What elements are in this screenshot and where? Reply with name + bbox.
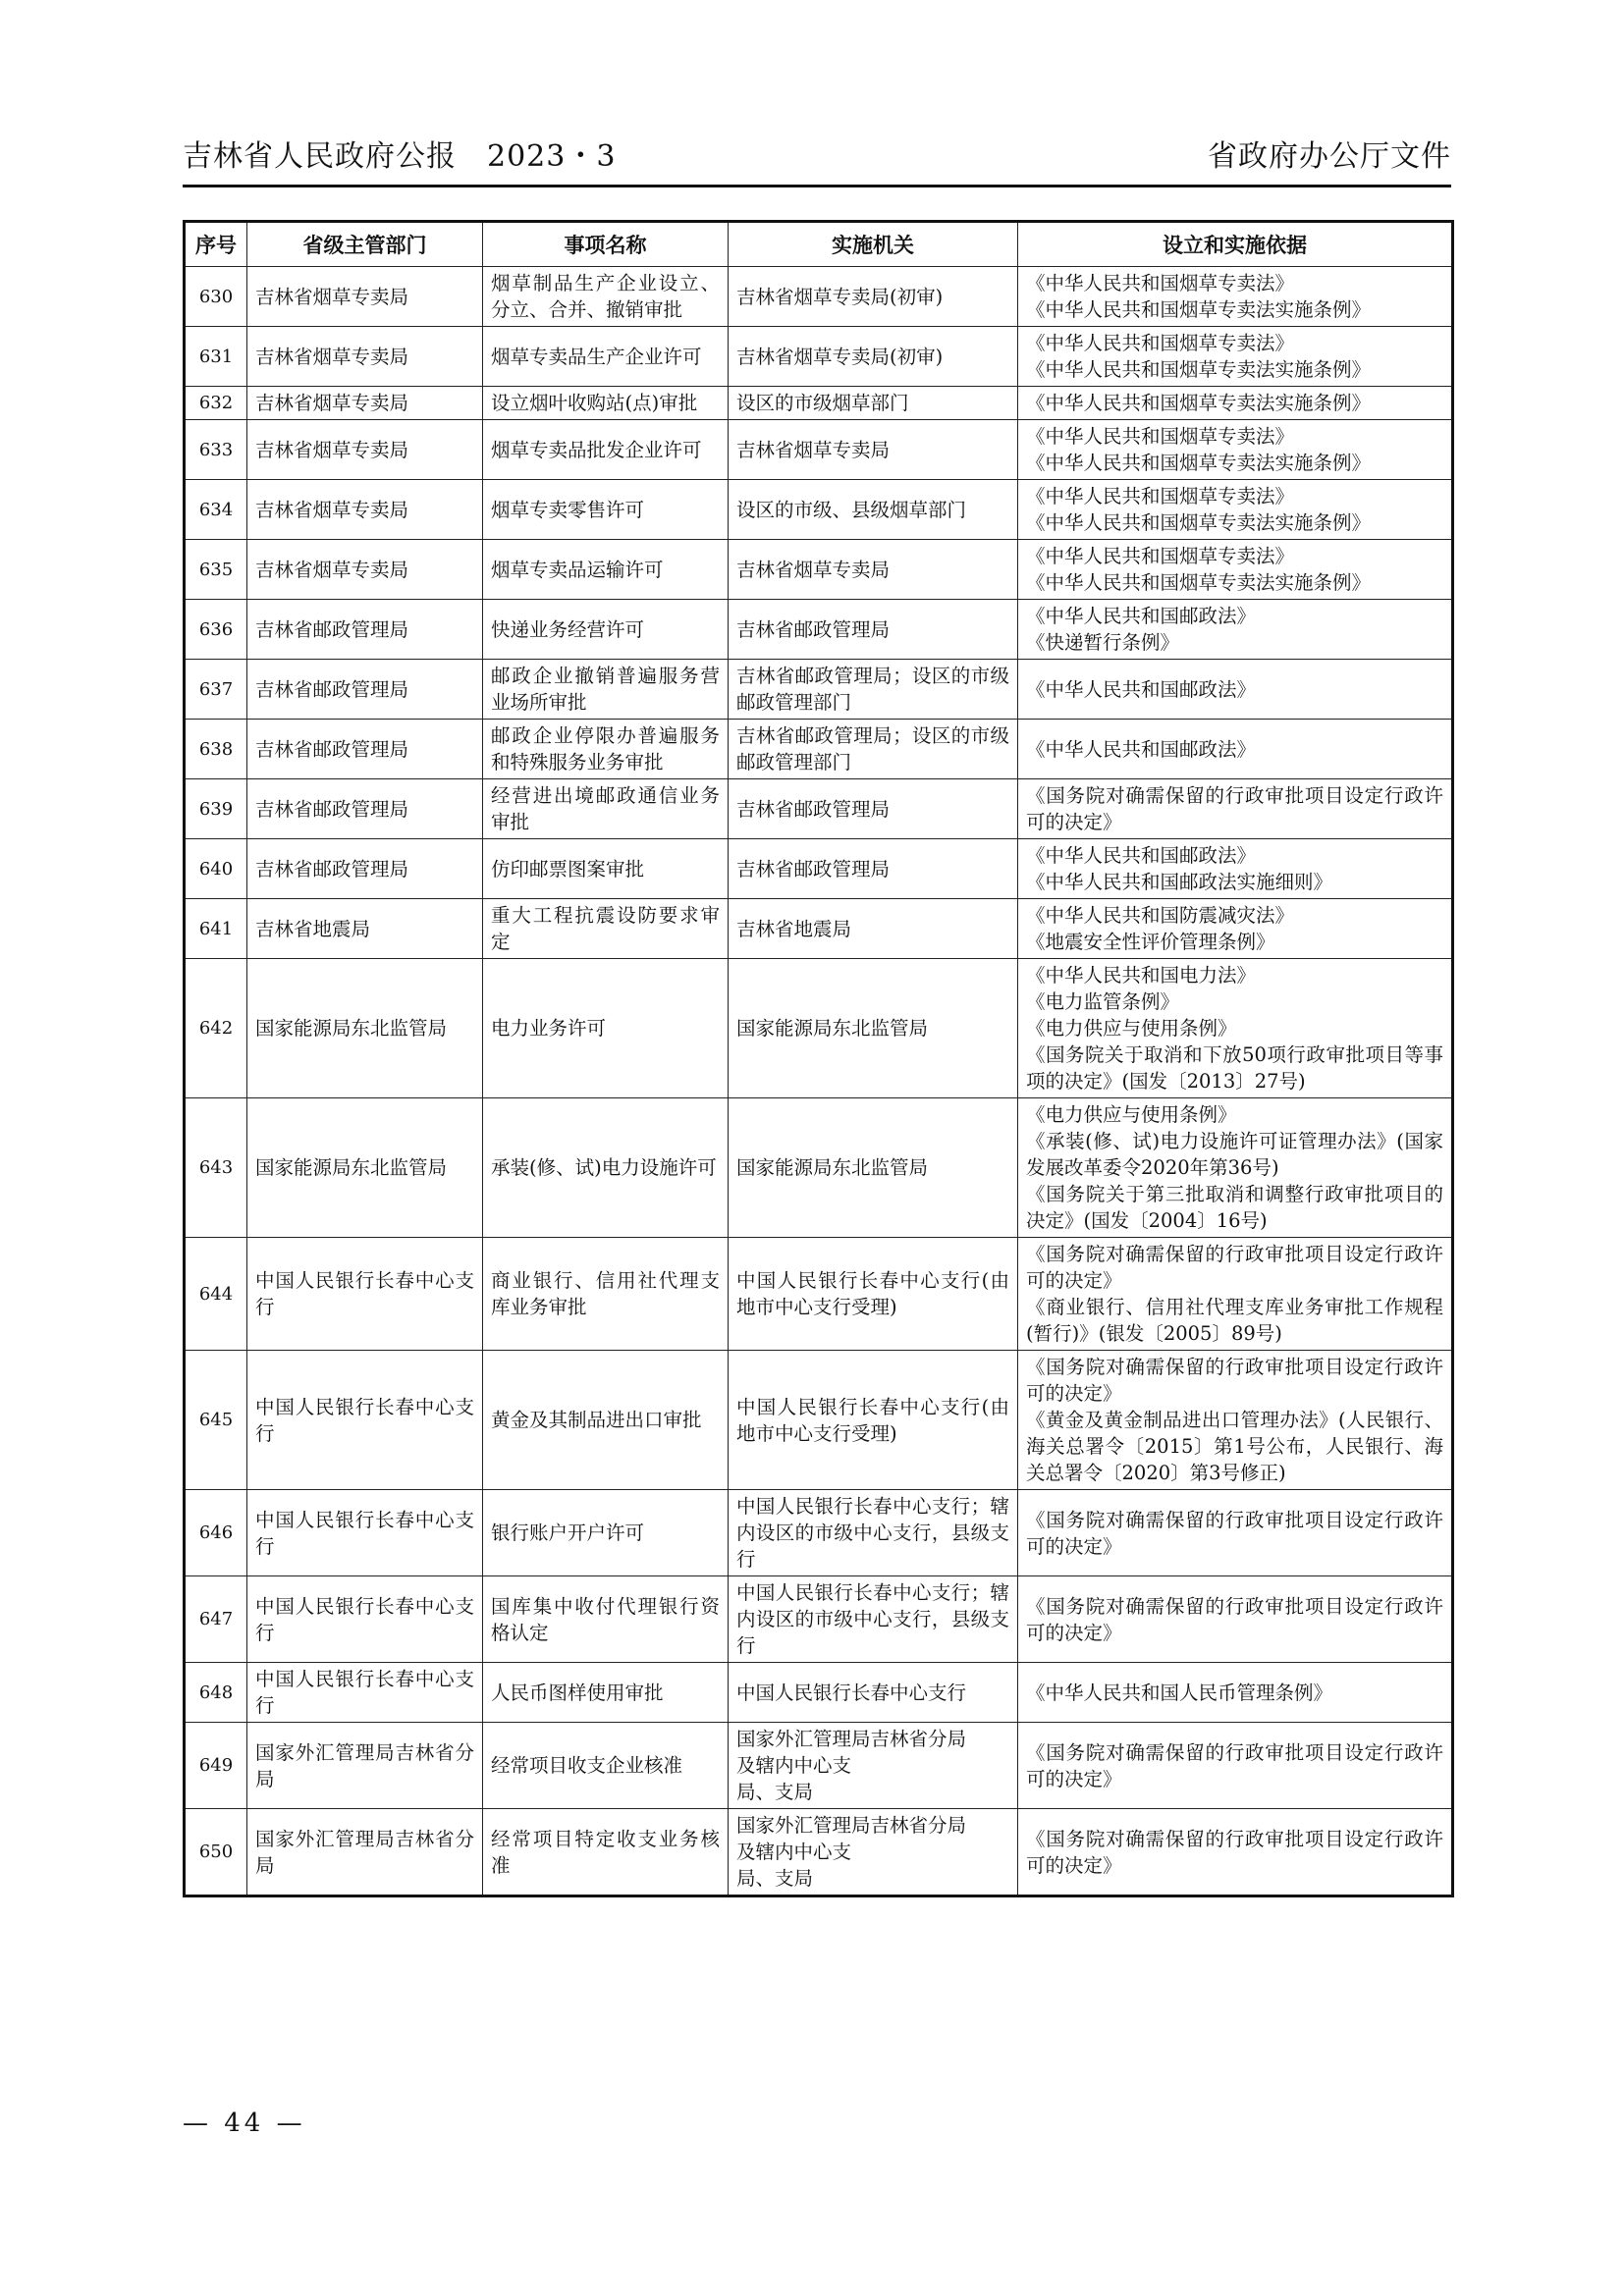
row-department: 吉林省邮政管理局 — [247, 600, 483, 660]
row-implementing-org: 中国人民银行长春中心支行；辖内设区的市级中心支行，县级支行 — [729, 1576, 1018, 1663]
basis-line: 《中华人民共和国邮政法》 — [1026, 844, 1257, 867]
basis-line: 《中华人民共和国烟草专卖法》 — [1026, 485, 1295, 507]
row-legal-basis — [1018, 387, 1453, 420]
row-legal-basis — [1018, 1576, 1453, 1663]
table-row — [185, 959, 1453, 1098]
org-line: 及辖内中心支 — [736, 1754, 852, 1777]
row-item-name: 设立烟叶收购站(点)审批 — [483, 387, 729, 420]
row-number: 641 — [185, 899, 247, 959]
table-body — [185, 267, 1453, 1896]
row-department: 中国人民银行长春中心支行 — [247, 1663, 483, 1723]
row-number: 647 — [185, 1576, 247, 1663]
basis-line: 《中华人民共和国烟草专卖法》 — [1026, 272, 1295, 294]
row-legal-basis — [1018, 327, 1453, 387]
row-item-name: 烟草专卖品批发企业许可 — [483, 420, 729, 480]
row-implementing-org: 吉林省邮政管理局；设区的市级邮政管理部门 — [729, 660, 1018, 720]
row-item-name: 经常项目收支企业核准 — [483, 1723, 729, 1809]
section-title: 省政府办公厅文件 — [1208, 139, 1451, 174]
org-line: 国家外汇管理局吉林省分局 — [736, 1814, 967, 1837]
row-item-name: 烟草制品生产企业设立、分立、合并、撤销审批 — [483, 267, 729, 327]
table-row — [185, 420, 1453, 480]
row-item-name: 经营进出境邮政通信业务审批 — [483, 779, 729, 839]
basis-line: 《商业银行、信用社代理支库业务审批工作规程(暂行)》(银发〔2005〕89号) — [1026, 1296, 1443, 1345]
table-row — [185, 720, 1453, 779]
row-legal-basis — [1018, 660, 1453, 720]
row-department: 吉林省烟草专卖局 — [247, 480, 483, 540]
org-line: 国家外汇管理局吉林省分局 — [736, 1728, 967, 1750]
row-number: 632 — [185, 387, 247, 420]
row-department: 国家外汇管理局吉林省分局 — [247, 1723, 483, 1809]
row-number: 644 — [185, 1238, 247, 1351]
basis-line: 《中华人民共和国烟草专卖法实施条例》 — [1026, 298, 1372, 321]
row-item-name: 烟草专卖品运输许可 — [483, 540, 729, 600]
row-implementing-org — [729, 1723, 1018, 1809]
row-implementing-org: 中国人民银行长春中心支行；辖内设区的市级中心支行，县级支行 — [729, 1490, 1018, 1576]
basis-line: 《中华人民共和国烟草专卖法》 — [1026, 332, 1295, 354]
row-legal-basis — [1018, 480, 1453, 540]
row-department: 吉林省邮政管理局 — [247, 720, 483, 779]
basis-line: 《中华人民共和国烟草专卖法》 — [1026, 425, 1295, 448]
publication-title: 吉林省人民政府公报 2023・3 — [183, 139, 617, 174]
row-item-name: 银行账户开户许可 — [483, 1490, 729, 1576]
row-department: 中国人民银行长春中心支行 — [247, 1576, 483, 1663]
row-item-name: 邮政企业停限办普遍服务和特殊服务业务审批 — [483, 720, 729, 779]
row-item-name: 烟草专卖零售许可 — [483, 480, 729, 540]
row-number: 634 — [185, 480, 247, 540]
row-number: 642 — [185, 959, 247, 1098]
basis-line: 《中华人民共和国烟草专卖法实施条例》 — [1026, 452, 1372, 474]
basis-line: 《中华人民共和国邮政法实施细则》 — [1026, 871, 1333, 893]
basis-line: 《中华人民共和国人民币管理条例》 — [1026, 1681, 1333, 1704]
col-header-org: 实施机关 — [729, 222, 1018, 267]
col-header-basis: 设立和实施依据 — [1018, 222, 1453, 267]
table-row — [185, 600, 1453, 660]
basis-line: 《国务院对确需保留的行政审批项目设定行政许可的决定》 — [1026, 1827, 1443, 1877]
table-row — [185, 387, 1453, 420]
row-implementing-org — [729, 1809, 1018, 1896]
basis-line: 《中华人民共和国烟草专卖法实施条例》 — [1026, 511, 1372, 534]
row-item-name: 国库集中收付代理银行资格认定 — [483, 1576, 729, 1663]
basis-line: 《地震安全性评价管理条例》 — [1026, 931, 1275, 953]
basis-line: 《电力供应与使用条例》 — [1026, 1017, 1237, 1040]
row-implementing-org: 中国人民银行长春中心支行 — [729, 1663, 1018, 1723]
basis-line: 《中华人民共和国邮政法》 — [1026, 677, 1257, 701]
basis-line: 《中华人民共和国电力法》 — [1026, 964, 1257, 987]
row-number: 649 — [185, 1723, 247, 1809]
row-implementing-org: 国家能源局东北监管局 — [729, 1098, 1018, 1238]
basis-line: 《快递暂行条例》 — [1026, 631, 1180, 654]
row-implementing-org: 吉林省邮政管理局 — [729, 779, 1018, 839]
row-department: 吉林省烟草专卖局 — [247, 267, 483, 327]
org-line: 局、支局 — [736, 1867, 814, 1890]
row-item-name: 经常项目特定收支业务核准 — [483, 1809, 729, 1896]
table-row — [185, 1238, 1453, 1351]
row-department: 国家能源局东北监管局 — [247, 1098, 483, 1238]
table-row — [185, 1663, 1453, 1723]
row-legal-basis — [1018, 1098, 1453, 1238]
row-department: 吉林省烟草专卖局 — [247, 540, 483, 600]
row-department: 中国人民银行长春中心支行 — [247, 1490, 483, 1576]
row-department: 吉林省邮政管理局 — [247, 660, 483, 720]
table-row — [185, 839, 1453, 899]
table-header-row — [185, 222, 1453, 267]
basis-line: 《中华人民共和国邮政法》 — [1026, 737, 1257, 761]
row-legal-basis — [1018, 540, 1453, 600]
row-department: 吉林省邮政管理局 — [247, 779, 483, 839]
basis-line: 《国务院对确需保留的行政审批项目设定行政许可的决定》 — [1026, 784, 1443, 833]
table-row — [185, 1723, 1453, 1809]
row-implementing-org: 中国人民银行长春中心支行(由地市中心支行受理) — [729, 1351, 1018, 1490]
row-legal-basis — [1018, 839, 1453, 899]
row-implementing-org: 设区的市级烟草部门 — [729, 387, 1018, 420]
basis-line: 《承装(修、试)电力设施许可证管理办法》(国家发展改革委令2020年第36号) — [1026, 1130, 1443, 1179]
basis-line: 《中华人民共和国烟草专卖法实施条例》 — [1026, 571, 1372, 594]
table-row — [185, 660, 1453, 720]
row-implementing-org: 吉林省烟草专卖局 — [729, 420, 1018, 480]
table-row — [185, 267, 1453, 327]
row-legal-basis — [1018, 779, 1453, 839]
row-legal-basis — [1018, 267, 1453, 327]
basis-line: 《中华人民共和国邮政法》 — [1026, 605, 1257, 627]
page-number: — 44 — — [183, 2109, 306, 2138]
row-department: 中国人民银行长春中心支行 — [247, 1351, 483, 1490]
row-number: 645 — [185, 1351, 247, 1490]
table-row — [185, 1576, 1453, 1663]
table-row — [185, 899, 1453, 959]
basis-line: 《电力供应与使用条例》 — [1026, 1103, 1237, 1126]
page-header — [183, 124, 1451, 187]
col-header-dept: 省级主管部门 — [247, 222, 483, 267]
row-implementing-org: 国家能源局东北监管局 — [729, 959, 1018, 1098]
basis-line: 《国务院对确需保留的行政审批项目设定行政许可的决定》 — [1026, 1508, 1443, 1558]
row-number: 636 — [185, 600, 247, 660]
row-department: 国家能源局东北监管局 — [247, 959, 483, 1098]
org-line: 局、支局 — [736, 1781, 814, 1803]
row-number: 646 — [185, 1490, 247, 1576]
basis-line: 《中华人民共和国烟草专卖法》 — [1026, 545, 1295, 567]
row-implementing-org: 吉林省烟草专卖局 — [729, 540, 1018, 600]
basis-line: 《国务院对确需保留的行政审批项目设定行政许可的决定》 — [1026, 1594, 1443, 1644]
row-department: 吉林省烟草专卖局 — [247, 327, 483, 387]
row-item-name: 快递业务经营许可 — [483, 600, 729, 660]
row-department: 中国人民银行长春中心支行 — [247, 1238, 483, 1351]
approval-items-table — [183, 220, 1454, 1897]
row-legal-basis — [1018, 1809, 1453, 1896]
row-item-name: 烟草专卖品生产企业许可 — [483, 327, 729, 387]
basis-line: 《国务院关于取消和下放50项行政审批项目等事项的决定》(国发〔2013〕27号) — [1026, 1043, 1443, 1093]
row-number: 631 — [185, 327, 247, 387]
row-number: 630 — [185, 267, 247, 327]
row-implementing-org: 吉林省邮政管理局；设区的市级邮政管理部门 — [729, 720, 1018, 779]
col-header-item: 事项名称 — [483, 222, 729, 267]
row-department: 吉林省邮政管理局 — [247, 839, 483, 899]
row-legal-basis — [1018, 1490, 1453, 1576]
row-legal-basis — [1018, 959, 1453, 1098]
basis-line: 《中华人民共和国烟草专卖法实施条例》 — [1026, 392, 1372, 414]
row-legal-basis — [1018, 1663, 1453, 1723]
basis-line: 《中华人民共和国防震减灾法》 — [1026, 904, 1295, 927]
row-item-name: 仿印邮票图案审批 — [483, 839, 729, 899]
table-row — [185, 1809, 1453, 1896]
row-item-name: 邮政企业撤销普遍服务营业场所审批 — [483, 660, 729, 720]
basis-line: 《电力监管条例》 — [1026, 990, 1180, 1013]
basis-line: 《黄金及黄金制品进出口管理办法》(人民银行、海关总署令〔2015〕第1号公布，人民银行、海关总署令〔2020〕第3号修正) — [1026, 1409, 1443, 1484]
row-department: 吉林省烟草专卖局 — [247, 420, 483, 480]
row-item-name: 商业银行、信用社代理支库业务审批 — [483, 1238, 729, 1351]
row-department: 吉林省地震局 — [247, 899, 483, 959]
row-implementing-org: 吉林省邮政管理局 — [729, 839, 1018, 899]
approval-table-container — [183, 220, 1451, 1897]
row-item-name: 电力业务许可 — [483, 959, 729, 1098]
row-item-name: 重大工程抗震设防要求审定 — [483, 899, 729, 959]
table-row — [185, 1351, 1453, 1490]
basis-line: 《国务院对确需保留的行政审批项目设定行政许可的决定》 — [1026, 1356, 1443, 1405]
row-legal-basis — [1018, 1351, 1453, 1490]
table-row — [185, 779, 1453, 839]
basis-line: 《国务院对确需保留的行政审批项目设定行政许可的决定》 — [1026, 1243, 1443, 1292]
row-number: 638 — [185, 720, 247, 779]
row-implementing-org: 吉林省烟草专卖局(初审) — [729, 327, 1018, 387]
row-number: 640 — [185, 839, 247, 899]
row-legal-basis — [1018, 1238, 1453, 1351]
row-item-name: 人民币图样使用审批 — [483, 1663, 729, 1723]
table-row — [185, 540, 1453, 600]
row-item-name: 承装(修、试)电力设施许可 — [483, 1098, 729, 1238]
row-item-name: 黄金及其制品进出口审批 — [483, 1351, 729, 1490]
table-row — [185, 1490, 1453, 1576]
row-number: 635 — [185, 540, 247, 600]
row-number: 650 — [185, 1809, 247, 1896]
row-number: 648 — [185, 1663, 247, 1723]
col-header-no: 序号 — [185, 222, 247, 267]
basis-line: 《国务院对确需保留的行政审批项目设定行政许可的决定》 — [1026, 1740, 1443, 1790]
basis-line: 《国务院关于第三批取消和调整行政审批项目的决定》(国发〔2004〕16号) — [1026, 1183, 1443, 1232]
row-number: 633 — [185, 420, 247, 480]
table-row — [185, 327, 1453, 387]
row-implementing-org: 吉林省地震局 — [729, 899, 1018, 959]
table-row — [185, 480, 1453, 540]
header-rule — [183, 185, 1451, 187]
row-number: 639 — [185, 779, 247, 839]
row-legal-basis — [1018, 420, 1453, 480]
row-department: 国家外汇管理局吉林省分局 — [247, 1809, 483, 1896]
row-implementing-org: 设区的市级、县级烟草部门 — [729, 480, 1018, 540]
row-number: 637 — [185, 660, 247, 720]
row-legal-basis — [1018, 1723, 1453, 1809]
row-legal-basis — [1018, 899, 1453, 959]
row-legal-basis — [1018, 600, 1453, 660]
row-department: 吉林省烟草专卖局 — [247, 387, 483, 420]
row-implementing-org: 吉林省邮政管理局 — [729, 600, 1018, 660]
row-implementing-org: 中国人民银行长春中心支行(由地市中心支行受理) — [729, 1238, 1018, 1351]
org-line: 及辖内中心支 — [736, 1841, 852, 1863]
row-legal-basis — [1018, 720, 1453, 779]
basis-line: 《中华人民共和国烟草专卖法实施条例》 — [1026, 358, 1372, 381]
row-number: 643 — [185, 1098, 247, 1238]
table-row — [185, 1098, 1453, 1238]
row-implementing-org: 吉林省烟草专卖局(初审) — [729, 267, 1018, 327]
